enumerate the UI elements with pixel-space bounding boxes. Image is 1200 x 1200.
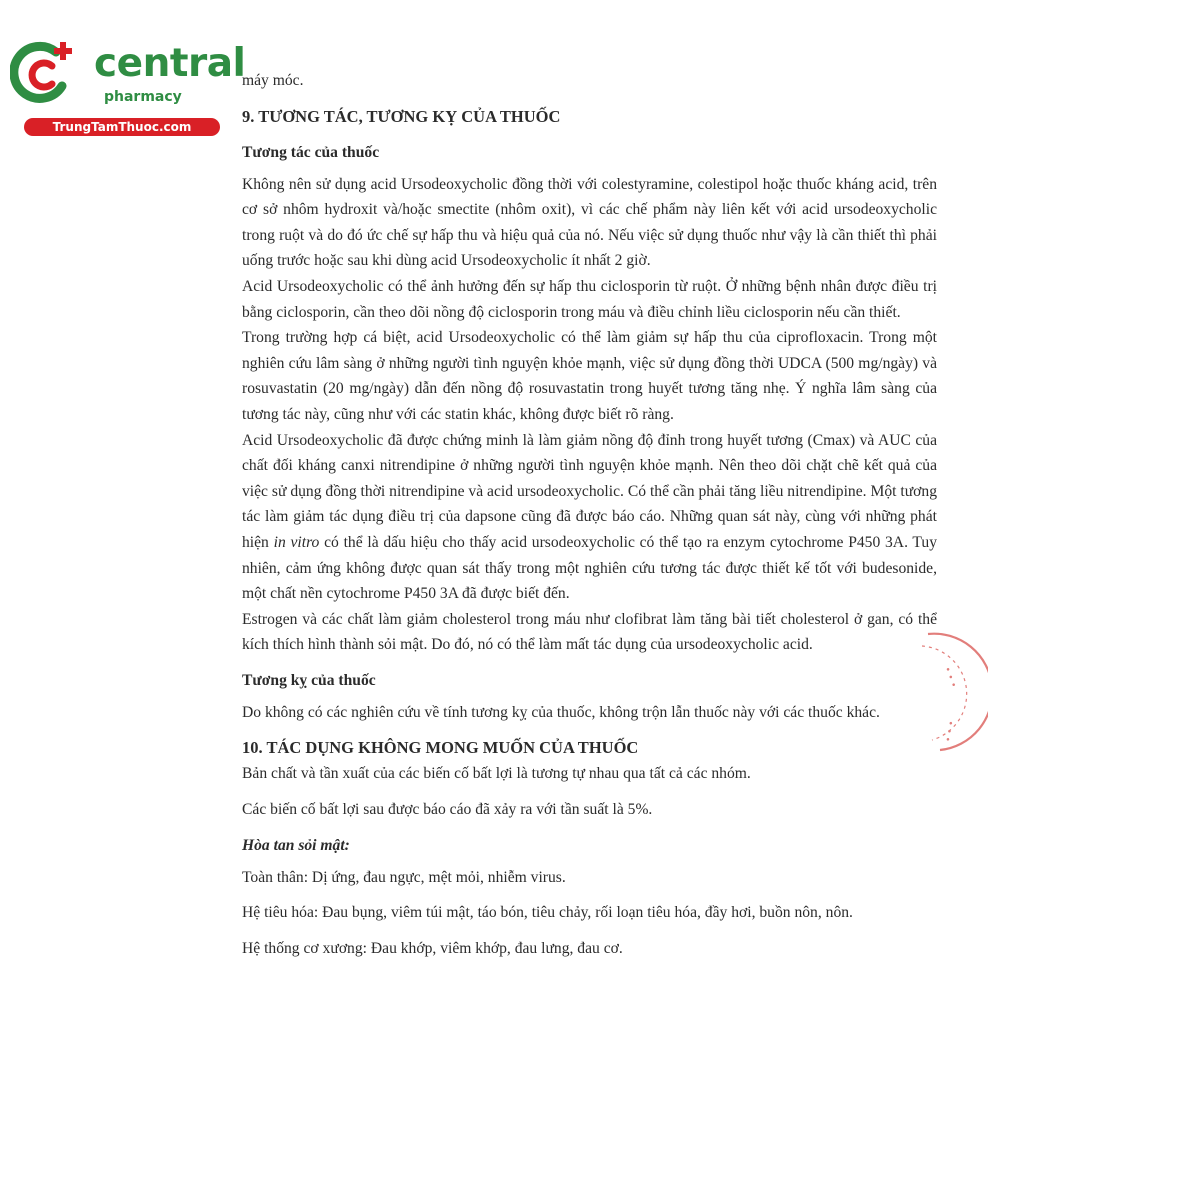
adverse-digestive-paragraph: Hệ tiêu hóa: Đau bụng, viêm túi mật, táo bón, tiêu chảy, rối loạn tiêu hóa, đầy hơi, buồn nôn, nôn.: [242, 904, 853, 922]
adverse-paragraph-1: Bản chất và tần xuất của các biến cố bất lợi là tương tự nhau qua tất cả các nhóm.: [242, 765, 751, 783]
paragraph-4-text-b: có thể là dấu hiệu cho thấy acid ursodeoxycholic có thể tạo ra enzym cytochrome P450 3A. Tuy nhiên, cảm ứng không được quan sát thấy trong một nghiên cứu tương tác được thiết kế tốt với budesonide, một chất nền cytochrome P450 3A đã được biết đến.: [242, 533, 938, 603]
paragraph-4-text-a: Acid Ursodeoxycholic đã được chứng minh là làm giảm nồng độ đỉnh trong huyết tương (Cmax) và AUC của chất đối kháng canxi nitrendipine ở những người tình nguyện khỏe mạnh. Nên theo dõi chặt chẽ kết quả của việc sử dụng đồng thời nitrendipine và acid ursodeoxycholic. Có thể cần phải tăng liều nitrendipine. Một tương tác làm giảm tác dụng điều trị của dapsone cũng đã được báo cáo. Những quan sát này, cùng với những phát hiện: [242, 431, 937, 551]
section-10-heading: 10. TÁC DỤNG KHÔNG MONG MUỐN CỦA THUỐC: [242, 738, 639, 758]
gallstone-dissolution-heading: Hòa tan sỏi mật:: [242, 836, 350, 854]
interaction-paragraph-2: Acid Ursodeoxycholic có thể ảnh hưởng đến sự hấp thu ciclosporin từ ruột. Ở những bệnh nhân được điều trị bằng ciclosporin, cần theo dõi nồng độ ciclosporin trong máu và điều chỉnh liều ciclosporin nếu cần thiết.: [242, 277, 937, 321]
in-vitro-italic: in vitro: [273, 533, 320, 551]
drug-interaction-heading: Tương tác của thuốc: [242, 143, 380, 161]
svg-text:• • •: • • •: [941, 719, 955, 743]
incompatibility-paragraph: Do không có các nghiên cứu về tính tương kỵ của thuốc, không trộn lẫn thuốc này với các thuốc khác.: [242, 703, 880, 721]
interaction-paragraph-1: Không nên sử dụng acid Ursodeoxycholic đồng thời với colestyramine, colestipol hoặc thuốc kháng acid, trên cơ sở nhôm hydroxit và/hoặc smectite (nhôm oxit), vì các chế phẩm này liên kết với acid ursodeoxycholic trong ruột và do đó ức chế sự hấp thu và hiệu quả của nó. Nếu việc sử dụng thuốc như vậy là cần thiết thì phải uống trước hoặc sau khi dùng acid Ursodeoxycholic ít nhất 2 giờ.: [242, 175, 937, 270]
central-pharmacy-logo[interactable]: [10, 38, 246, 138]
svg-text:• • •: • • •: [941, 665, 958, 690]
interaction-paragraph-5: Estrogen và các chất làm giảm cholesterol trong máu như clofibrat làm tăng bài tiết cholesterol ở gan, có thể kích thích hình thành sỏi mật. Do đó, nó có thể làm mất tác dụng của ursodeoxycholic acid.: [242, 610, 937, 654]
document-body: [242, 68, 937, 961]
section-9-heading: 9. TƯƠNG TÁC, TƯƠNG KỴ CỦA THUỐC: [242, 106, 561, 126]
continued-text-line: máy móc.: [242, 72, 304, 89]
adverse-general-paragraph: Toàn thân: Dị ứng, đau ngực, mệt mỏi, nhiễm virus.: [242, 868, 566, 886]
adverse-paragraph-2: Các biến cố bất lợi sau được báo cáo đã xảy ra với tần suất là 5%.: [242, 801, 653, 819]
incompatibility-heading: Tương kỵ của thuốc: [242, 671, 376, 689]
pharmacy-logo-icon: [10, 38, 82, 110]
adverse-musculoskeletal-paragraph: Hệ thống cơ xương: Đau khớp, viêm khớp, đau lưng, đau cơ.: [242, 939, 623, 957]
interaction-paragraph-4: [242, 428, 937, 607]
interaction-paragraph-3: Trong trường hợp cá biệt, acid Ursodeoxycholic có thể làm giảm sự hấp thu của ciprofloxacin. Trong một nghiên cứu lâm sàng ở những người tình nguyện khỏe mạnh, việc sử dụng đồng thời UDCA (500 mg/ngày) và rosuvastatin (20 mg/ngày) dẫn đến nồng độ rosuvastatin trong huyết tương tăng nhẹ. Ý nghĩa lâm sàng của tương tác này, cũng như với các statin khác, không được biết rõ ràng.: [242, 329, 937, 423]
logo-brand-subtitle: pharmacy: [104, 89, 182, 105]
logo-brand-name: central: [94, 41, 246, 86]
logo-url-badge[interactable]: TrungTamThuoc.com: [24, 118, 220, 136]
